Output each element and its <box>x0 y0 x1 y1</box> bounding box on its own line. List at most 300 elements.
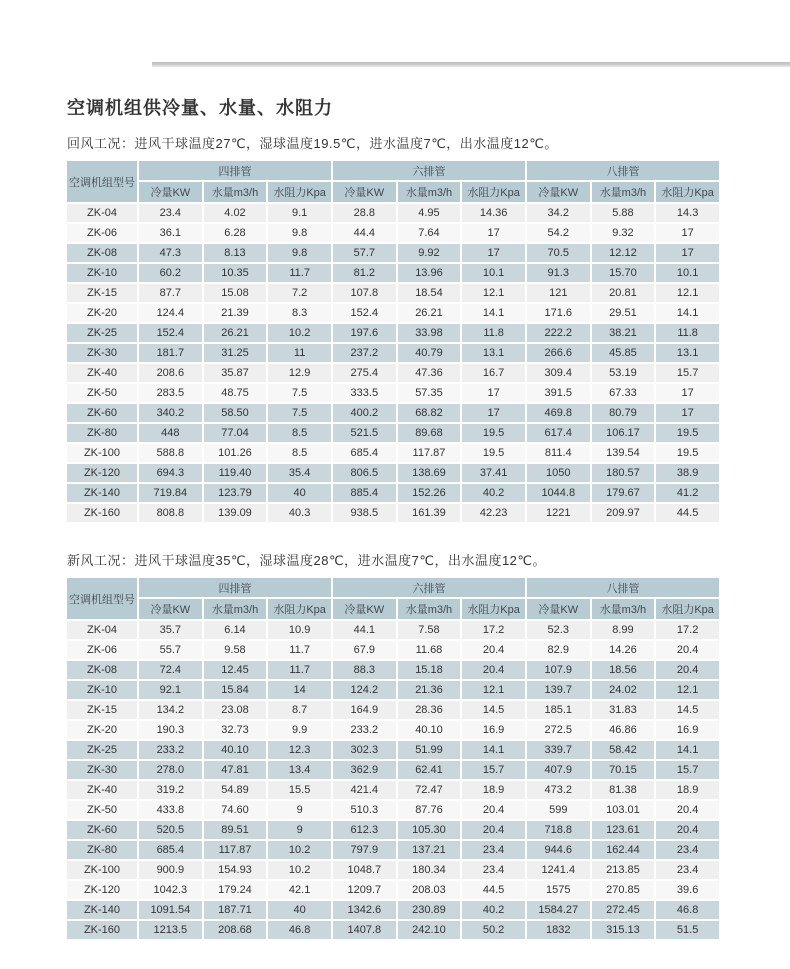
value-cell: 20.4 <box>656 661 719 679</box>
value-cell: 900.9 <box>139 861 202 879</box>
value-cell: 1213.5 <box>139 921 202 939</box>
value-cell: 1342.6 <box>333 901 396 919</box>
table-row <box>67 244 719 262</box>
measure-column-header: 水量m3/h <box>204 182 267 202</box>
value-cell: 18.9 <box>462 781 525 799</box>
value-cell: 40.79 <box>398 344 461 362</box>
value-cell: 469.8 <box>527 404 590 422</box>
value-cell: 1221 <box>527 504 590 522</box>
value-cell: 242.10 <box>398 921 461 939</box>
value-cell: 407.9 <box>527 761 590 779</box>
model-cell: ZK-100 <box>67 444 137 462</box>
value-cell: 81.38 <box>592 781 655 799</box>
value-cell: 797.9 <box>333 841 396 859</box>
value-cell: 340.2 <box>139 404 202 422</box>
fresh-air-section <box>65 550 721 941</box>
value-cell: 7.58 <box>398 621 461 639</box>
measure-column-header: 水阻力Kpa <box>656 182 719 202</box>
value-cell: 283.5 <box>139 384 202 402</box>
value-cell: 8.5 <box>268 444 331 462</box>
value-cell: 266.6 <box>527 344 590 362</box>
value-cell: 11.7 <box>268 264 331 282</box>
value-cell: 15.70 <box>592 264 655 282</box>
value-cell: 47.3 <box>139 244 202 262</box>
value-cell: 17 <box>462 244 525 262</box>
coil-group-header: 四排管 <box>139 161 331 180</box>
value-cell: 9.9 <box>268 721 331 739</box>
table-row <box>67 881 719 899</box>
value-cell: 23.4 <box>656 841 719 859</box>
value-cell: 12.1 <box>656 284 719 302</box>
value-cell: 11.8 <box>462 324 525 342</box>
table-row <box>67 661 719 679</box>
value-cell: 14.3 <box>656 204 719 222</box>
value-cell: 9.92 <box>398 244 461 262</box>
value-cell: 7.5 <box>268 404 331 422</box>
coil-group-header: 六排管 <box>333 578 525 597</box>
model-cell: ZK-30 <box>67 344 137 362</box>
value-cell: 23.4 <box>462 841 525 859</box>
value-cell: 12.45 <box>204 661 267 679</box>
value-cell: 599 <box>527 801 590 819</box>
value-cell: 11.7 <box>268 661 331 679</box>
return-air-spec-table <box>65 159 721 524</box>
value-cell: 1044.8 <box>527 484 590 502</box>
value-cell: 58.42 <box>592 741 655 759</box>
value-cell: 12.1 <box>462 681 525 699</box>
value-cell: 17.2 <box>656 621 719 639</box>
value-cell: 138.69 <box>398 464 461 482</box>
value-cell: 10.35 <box>204 264 267 282</box>
value-cell: 20.4 <box>656 641 719 659</box>
value-cell: 520.5 <box>139 821 202 839</box>
value-cell: 35.87 <box>204 364 267 382</box>
value-cell: 209.97 <box>592 504 655 522</box>
value-cell: 70.15 <box>592 761 655 779</box>
value-cell: 6.14 <box>204 621 267 639</box>
value-cell: 19.5 <box>462 444 525 462</box>
value-cell: 230.89 <box>398 901 461 919</box>
value-cell: 8.99 <box>592 621 655 639</box>
value-cell: 694.3 <box>139 464 202 482</box>
value-cell: 70.5 <box>527 244 590 262</box>
value-cell: 40 <box>268 901 331 919</box>
model-cell: ZK-04 <box>67 204 137 222</box>
value-cell: 233.2 <box>139 741 202 759</box>
value-cell: 180.34 <box>398 861 461 879</box>
table-row <box>67 841 719 859</box>
value-cell: 15.08 <box>204 284 267 302</box>
value-cell: 17 <box>656 244 719 262</box>
table-row <box>67 424 719 442</box>
value-cell: 1575 <box>527 881 590 899</box>
value-cell: 164.9 <box>333 701 396 719</box>
value-cell: 15.7 <box>656 761 719 779</box>
value-cell: 13.1 <box>462 344 525 362</box>
value-cell: 5.88 <box>592 204 655 222</box>
model-cell: ZK-30 <box>67 761 137 779</box>
value-cell: 46.86 <box>592 721 655 739</box>
value-cell: 14.1 <box>656 304 719 322</box>
value-cell: 40.10 <box>204 741 267 759</box>
value-cell: 9.8 <box>268 224 331 242</box>
value-cell: 67.9 <box>333 641 396 659</box>
value-cell: 23.4 <box>139 204 202 222</box>
model-cell: ZK-120 <box>67 881 137 899</box>
value-cell: 1209.7 <box>333 881 396 899</box>
value-cell: 1241.4 <box>527 861 590 879</box>
measure-column-header: 水阻力Kpa <box>462 599 525 619</box>
value-cell: 124.4 <box>139 304 202 322</box>
value-cell: 21.39 <box>204 304 267 322</box>
value-cell: 47.81 <box>204 761 267 779</box>
value-cell: 15.7 <box>462 761 525 779</box>
measure-column-header: 水阻力Kpa <box>462 182 525 202</box>
measure-column-header: 水量m3/h <box>398 182 461 202</box>
value-cell: 4.95 <box>398 204 461 222</box>
value-cell: 88.3 <box>333 661 396 679</box>
value-cell: 944.6 <box>527 841 590 859</box>
model-cell: ZK-15 <box>67 284 137 302</box>
value-cell: 67.33 <box>592 384 655 402</box>
value-cell: 315.13 <box>592 921 655 939</box>
measure-column-header: 冷量KW <box>527 182 590 202</box>
table-row <box>67 404 719 422</box>
value-cell: 121 <box>527 284 590 302</box>
value-cell: 190.3 <box>139 721 202 739</box>
value-cell: 20.4 <box>656 801 719 819</box>
value-cell: 362.9 <box>333 761 396 779</box>
value-cell: 885.4 <box>333 484 396 502</box>
value-cell: 123.79 <box>204 484 267 502</box>
measure-column-header: 水阻力Kpa <box>656 599 719 619</box>
value-cell: 20.4 <box>462 661 525 679</box>
value-cell: 35.7 <box>139 621 202 639</box>
value-cell: 45.85 <box>592 344 655 362</box>
model-cell: ZK-20 <box>67 721 137 739</box>
table-row <box>67 324 719 342</box>
value-cell: 180.57 <box>592 464 655 482</box>
value-cell: 1050 <box>527 464 590 482</box>
value-cell: 28.8 <box>333 204 396 222</box>
value-cell: 17 <box>656 404 719 422</box>
table-row <box>67 861 719 879</box>
value-cell: 139.7 <box>527 681 590 699</box>
value-cell: 448 <box>139 424 202 442</box>
value-cell: 270.85 <box>592 881 655 899</box>
value-cell: 40.2 <box>462 901 525 919</box>
value-cell: 8.3 <box>268 304 331 322</box>
table-row <box>67 921 719 939</box>
value-cell: 222.2 <box>527 324 590 342</box>
model-column-header: 空调机组型号 <box>67 161 137 202</box>
value-cell: 89.68 <box>398 424 461 442</box>
table-row <box>67 484 719 502</box>
value-cell: 14.26 <box>592 641 655 659</box>
value-cell: 17 <box>462 224 525 242</box>
value-cell: 54.2 <box>527 224 590 242</box>
value-cell: 1584.27 <box>527 901 590 919</box>
value-cell: 26.21 <box>204 324 267 342</box>
value-cell: 421.4 <box>333 781 396 799</box>
value-cell: 40.10 <box>398 721 461 739</box>
value-cell: 17.2 <box>462 621 525 639</box>
value-cell: 17 <box>656 384 719 402</box>
value-cell: 18.9 <box>656 781 719 799</box>
model-cell: ZK-50 <box>67 801 137 819</box>
value-cell: 42.1 <box>268 881 331 899</box>
value-cell: 10.2 <box>268 841 331 859</box>
table-row <box>67 801 719 819</box>
value-cell: 11.8 <box>656 324 719 342</box>
value-cell: 48.75 <box>204 384 267 402</box>
measure-column-header: 冷量KW <box>139 599 202 619</box>
table-row <box>67 284 719 302</box>
table-row <box>67 264 719 282</box>
page-title: 空调机组供冷量、水量、水阻力 <box>67 98 333 118</box>
value-cell: 233.2 <box>333 721 396 739</box>
value-cell: 15.5 <box>268 781 331 799</box>
model-cell: ZK-10 <box>67 264 137 282</box>
value-cell: 117.87 <box>204 841 267 859</box>
value-cell: 89.51 <box>204 821 267 839</box>
value-cell: 23.08 <box>204 701 267 719</box>
value-cell: 18.56 <box>592 661 655 679</box>
value-cell: 808.8 <box>139 504 202 522</box>
value-cell: 38.21 <box>592 324 655 342</box>
value-cell: 21.36 <box>398 681 461 699</box>
model-cell: ZK-20 <box>67 304 137 322</box>
document-body <box>65 0 721 941</box>
measure-column-header: 水量m3/h <box>204 599 267 619</box>
value-cell: 117.87 <box>398 444 461 462</box>
value-cell: 31.83 <box>592 701 655 719</box>
value-cell: 33.98 <box>398 324 461 342</box>
value-cell: 12.1 <box>656 681 719 699</box>
model-cell: ZK-160 <box>67 504 137 522</box>
value-cell: 24.02 <box>592 681 655 699</box>
value-cell: 77.04 <box>204 424 267 442</box>
value-cell: 391.5 <box>527 384 590 402</box>
measure-column-header: 水阻力Kpa <box>268 182 331 202</box>
table-row <box>67 304 719 322</box>
value-cell: 31.25 <box>204 344 267 362</box>
model-cell: ZK-60 <box>67 404 137 422</box>
value-cell: 588.8 <box>139 444 202 462</box>
coil-group-header: 八排管 <box>527 161 719 180</box>
value-cell: 16.9 <box>462 721 525 739</box>
value-cell: 20.4 <box>462 821 525 839</box>
model-cell: ZK-40 <box>67 781 137 799</box>
value-cell: 11 <box>268 344 331 362</box>
value-cell: 51.5 <box>656 921 719 939</box>
value-cell: 15.84 <box>204 681 267 699</box>
value-cell: 92.1 <box>139 681 202 699</box>
value-cell: 6.28 <box>204 224 267 242</box>
value-cell: 612.3 <box>333 821 396 839</box>
value-cell: 23.4 <box>462 861 525 879</box>
value-cell: 34.2 <box>527 204 590 222</box>
model-cell: ZK-06 <box>67 224 137 242</box>
value-cell: 72.4 <box>139 661 202 679</box>
value-cell: 47.36 <box>398 364 461 382</box>
model-cell: ZK-140 <box>67 484 137 502</box>
value-cell: 82.9 <box>527 641 590 659</box>
table-row <box>67 204 719 222</box>
model-cell: ZK-25 <box>67 741 137 759</box>
value-cell: 44.1 <box>333 621 396 639</box>
value-cell: 40 <box>268 484 331 502</box>
value-cell: 87.7 <box>139 284 202 302</box>
return-air-condition-text: 回风工况：进风干球温度27℃，湿球温度19.5℃，进水温度7℃，出水温度12℃。 <box>67 136 558 151</box>
value-cell: 275.4 <box>333 364 396 382</box>
value-cell: 208.03 <box>398 881 461 899</box>
table-row <box>67 621 719 639</box>
value-cell: 19.5 <box>462 424 525 442</box>
measure-column-header: 冷量KW <box>333 182 396 202</box>
model-cell: ZK-140 <box>67 901 137 919</box>
table-row <box>67 821 719 839</box>
value-cell: 302.3 <box>333 741 396 759</box>
value-cell: 433.8 <box>139 801 202 819</box>
value-cell: 13.4 <box>268 761 331 779</box>
value-cell: 521.5 <box>333 424 396 442</box>
table-row <box>67 761 719 779</box>
value-cell: 17 <box>462 404 525 422</box>
table-row <box>67 464 719 482</box>
value-cell: 8.7 <box>268 701 331 719</box>
value-cell: 152.4 <box>139 324 202 342</box>
value-cell: 14.5 <box>656 701 719 719</box>
table-row <box>67 681 719 699</box>
value-cell: 12.9 <box>268 364 331 382</box>
value-cell: 72.47 <box>398 781 461 799</box>
value-cell: 91.3 <box>527 264 590 282</box>
value-cell: 107.8 <box>333 284 396 302</box>
value-cell: 20.4 <box>462 801 525 819</box>
table-row <box>67 741 719 759</box>
measure-column-header: 冷量KW <box>527 599 590 619</box>
value-cell: 1091.54 <box>139 901 202 919</box>
value-cell: 8.5 <box>268 424 331 442</box>
value-cell: 7.2 <box>268 284 331 302</box>
coil-group-header: 四排管 <box>139 578 331 597</box>
value-cell: 80.79 <box>592 404 655 422</box>
value-cell: 36.1 <box>139 224 202 242</box>
value-cell: 13.1 <box>656 344 719 362</box>
value-cell: 187.71 <box>204 901 267 919</box>
return-air-section <box>65 133 721 524</box>
measure-column-header: 冷量KW <box>139 182 202 202</box>
value-cell: 107.9 <box>527 661 590 679</box>
value-cell: 811.4 <box>527 444 590 462</box>
value-cell: 32.73 <box>204 721 267 739</box>
table-row <box>67 641 719 659</box>
model-cell: ZK-06 <box>67 641 137 659</box>
model-cell: ZK-80 <box>67 424 137 442</box>
value-cell: 400.2 <box>333 404 396 422</box>
value-cell: 139.54 <box>592 444 655 462</box>
table-row <box>67 504 719 522</box>
value-cell: 139.09 <box>204 504 267 522</box>
value-cell: 154.93 <box>204 861 267 879</box>
value-cell: 123.61 <box>592 821 655 839</box>
model-cell: ZK-25 <box>67 324 137 342</box>
value-cell: 12.12 <box>592 244 655 262</box>
value-cell: 124.2 <box>333 681 396 699</box>
value-cell: 7.64 <box>398 224 461 242</box>
value-cell: 35.4 <box>268 464 331 482</box>
value-cell: 28.36 <box>398 701 461 719</box>
model-cell: ZK-100 <box>67 861 137 879</box>
value-cell: 14 <box>268 681 331 699</box>
value-cell: 46.8 <box>268 921 331 939</box>
table-row <box>67 344 719 362</box>
value-cell: 309.4 <box>527 364 590 382</box>
value-cell: 1832 <box>527 921 590 939</box>
value-cell: 719.84 <box>139 484 202 502</box>
value-cell: 16.7 <box>462 364 525 382</box>
value-cell: 806.5 <box>333 464 396 482</box>
model-cell: ZK-08 <box>67 244 137 262</box>
value-cell: 213.85 <box>592 861 655 879</box>
model-cell: ZK-60 <box>67 821 137 839</box>
value-cell: 1048.7 <box>333 861 396 879</box>
value-cell: 15.7 <box>656 364 719 382</box>
value-cell: 319.2 <box>139 781 202 799</box>
value-cell: 57.7 <box>333 244 396 262</box>
model-cell: ZK-40 <box>67 364 137 382</box>
value-cell: 171.6 <box>527 304 590 322</box>
value-cell: 105.30 <box>398 821 461 839</box>
value-cell: 53.19 <box>592 364 655 382</box>
value-cell: 179.24 <box>204 881 267 899</box>
value-cell: 40.3 <box>268 504 331 522</box>
value-cell: 81.2 <box>333 264 396 282</box>
fresh-air-condition-text: 新风工况：进风干球温度35℃，湿球温度28℃，进水温度7℃，出水温度12℃。 <box>67 553 547 568</box>
value-cell: 14.1 <box>462 741 525 759</box>
value-cell: 14.36 <box>462 204 525 222</box>
value-cell: 52.3 <box>527 621 590 639</box>
value-cell: 46.8 <box>656 901 719 919</box>
value-cell: 181.7 <box>139 344 202 362</box>
model-column-header: 空调机组型号 <box>67 578 137 619</box>
value-cell: 9 <box>268 821 331 839</box>
value-cell: 15.18 <box>398 661 461 679</box>
coil-group-header: 六排管 <box>333 161 525 180</box>
value-cell: 134.2 <box>139 701 202 719</box>
measure-column-header: 冷量KW <box>333 599 396 619</box>
value-cell: 12.1 <box>462 284 525 302</box>
value-cell: 55.7 <box>139 641 202 659</box>
value-cell: 14.1 <box>462 304 525 322</box>
value-cell: 39.6 <box>656 881 719 899</box>
value-cell: 10.1 <box>462 264 525 282</box>
value-cell: 12.3 <box>268 741 331 759</box>
model-cell: ZK-08 <box>67 661 137 679</box>
value-cell: 20.4 <box>656 821 719 839</box>
model-cell: ZK-10 <box>67 681 137 699</box>
value-cell: 17 <box>462 384 525 402</box>
value-cell: 617.4 <box>527 424 590 442</box>
value-cell: 9.8 <box>268 244 331 262</box>
measure-column-header: 水量m3/h <box>592 182 655 202</box>
value-cell: 101.26 <box>204 444 267 462</box>
value-cell: 161.39 <box>398 504 461 522</box>
value-cell: 197.6 <box>333 324 396 342</box>
value-cell: 11.68 <box>398 641 461 659</box>
value-cell: 510.3 <box>333 801 396 819</box>
